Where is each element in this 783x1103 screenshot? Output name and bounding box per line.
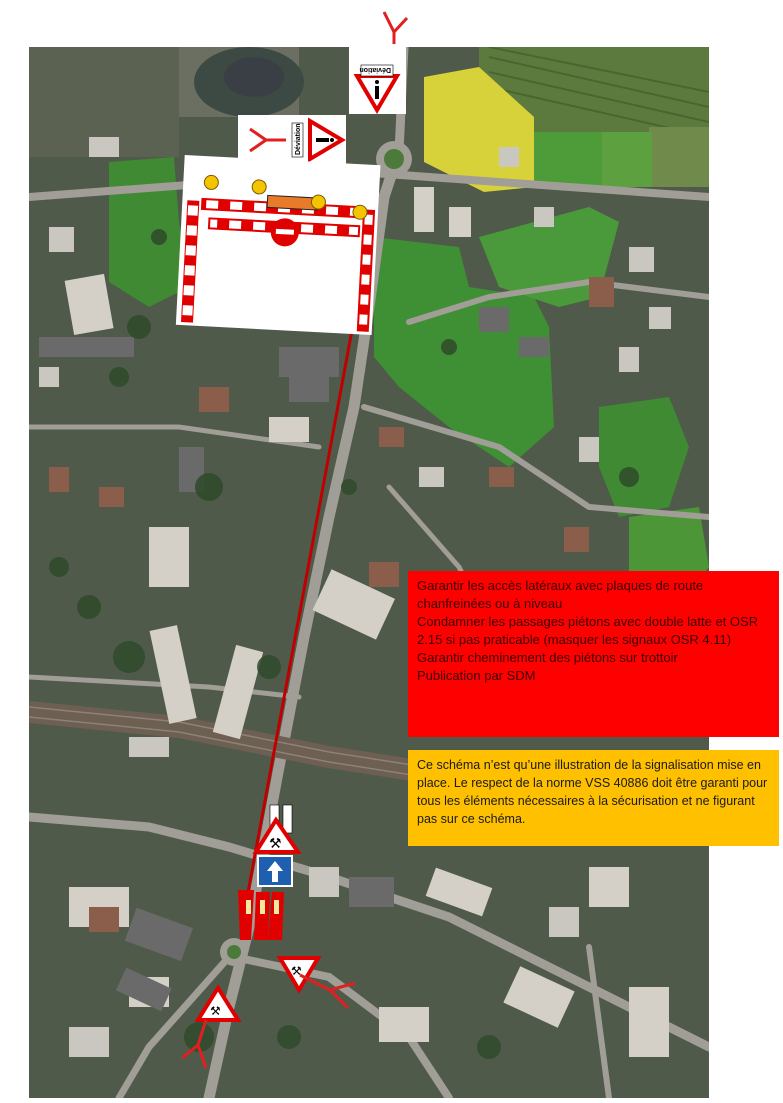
direction-y-arrow-east xyxy=(300,975,355,1008)
disclaimer-note xyxy=(408,750,779,846)
diversion-route-line xyxy=(242,330,352,925)
svg-text:⚒: ⚒ xyxy=(291,964,302,978)
deviation-sign-label-top: Déviation xyxy=(359,66,391,73)
worker-warning-sign-icon xyxy=(280,958,318,990)
instruction-line: Publication par SDM xyxy=(417,668,536,683)
deviation-sign-label-left: Déviation xyxy=(295,123,302,155)
worker-warning-sign-icon xyxy=(198,988,238,1020)
instruction-line: Condamner les passages piétons avec double latte et OSR 2.15 si pas praticable (masquer les signaux OSR 4.11) xyxy=(417,614,759,647)
disclaimer-text: Ce schéma n’est qu’une illustration de la signalisation mise en place. Le respect de la norme VSS 40886 doit être garanti pour tous les éléments nécessaires à la sécurisation et ne figurant pas sur ce schéma. xyxy=(417,758,768,826)
instruction-line: Garantir cheminement des piétons sur trottoir xyxy=(417,650,678,665)
closure-zone xyxy=(176,155,381,335)
one-way-arrow-sign-icon xyxy=(258,856,292,886)
deviation-sign-icon xyxy=(349,44,406,114)
direction-y-arrow-south xyxy=(182,1020,206,1068)
svg-text:⚒: ⚒ xyxy=(269,836,282,852)
svg-text:⚒: ⚒ xyxy=(210,1004,221,1018)
deviation-sign-icon xyxy=(238,115,346,165)
instruction-line: Garantir les accès latéraux avec plaques de route chanfreinées ou à niveau xyxy=(417,578,704,611)
roadworks-board xyxy=(267,195,318,210)
instructions-note xyxy=(408,571,779,737)
